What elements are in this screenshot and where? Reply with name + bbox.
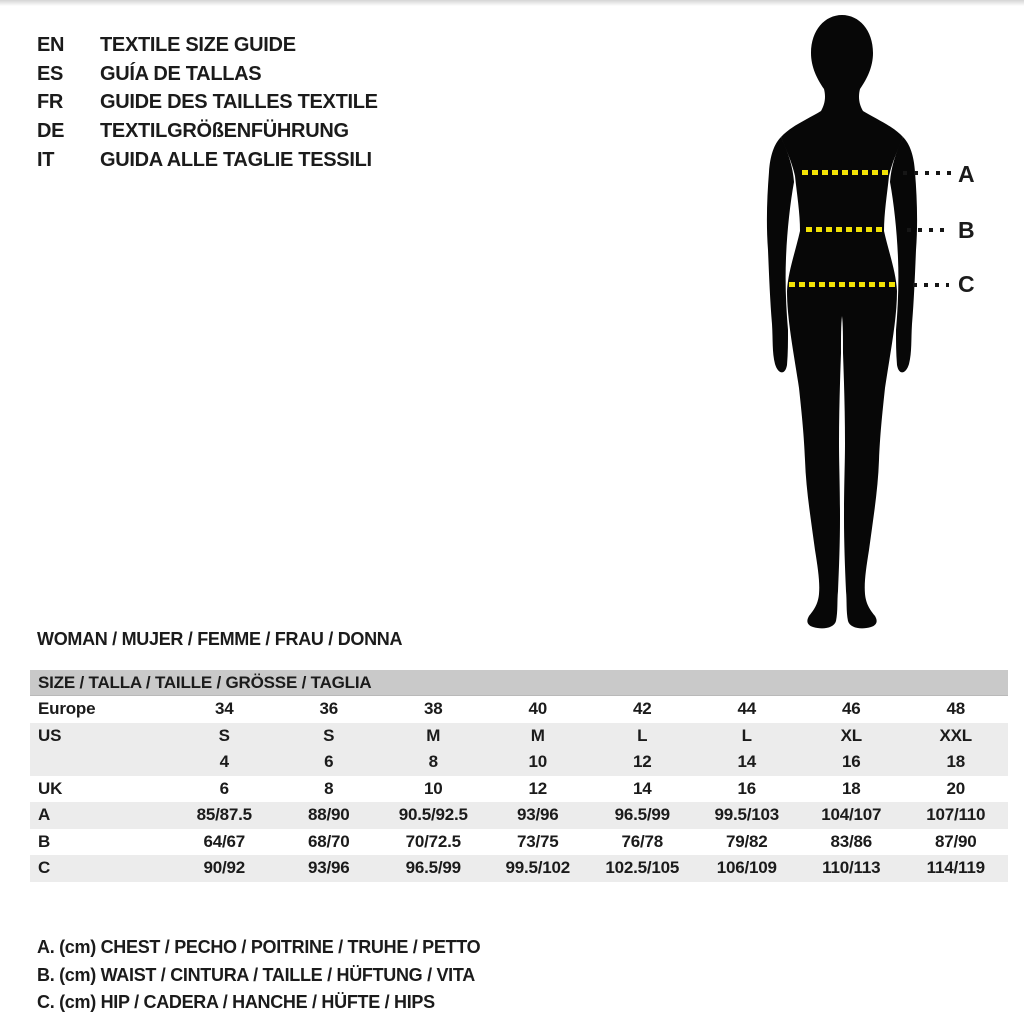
language-code: DE: [37, 120, 65, 143]
measure-line-a-icon: [802, 170, 890, 175]
size-cell: 73/75: [516, 831, 559, 851]
size-cell: 99.5/103: [714, 805, 780, 825]
size-cell: 18: [946, 752, 965, 772]
size-cell: 64/67: [203, 831, 246, 851]
measure-line-b-icon: [806, 227, 884, 232]
size-cell: 90/92: [203, 858, 246, 878]
language-list: [37, 31, 378, 175]
size-cell: 42: [632, 699, 652, 719]
language-row: [37, 117, 378, 146]
size-cell: 48: [946, 699, 965, 719]
size-cell: 36: [319, 699, 338, 719]
size-cell: 44: [737, 699, 756, 719]
legend-line: C. (cm) HIP / CADERA / HANCHE / HÜFTE / HIPS: [37, 992, 435, 1012]
legend-line: A. (cm) CHEST / PECHO / POITRINE / TRUHE / PETTO: [37, 937, 481, 957]
size-table-header: SIZE / TALLA / TAILLE / GRÖSSE / TAGLIA: [30, 670, 1008, 696]
table-row: [30, 776, 1008, 803]
row-label: C: [38, 858, 51, 878]
size-cell: XL: [840, 725, 862, 745]
size-cell: 38: [423, 699, 443, 719]
size-cell: 68/70: [307, 831, 350, 851]
size-cell: 107/110: [926, 805, 986, 825]
size-cell: 88/90: [307, 805, 350, 825]
language-label: TEXTILGRÖßENFÜHRUNG: [100, 120, 349, 143]
size-cell: 93/96: [516, 805, 559, 825]
size-cell: 90.5/92.5: [398, 805, 468, 825]
language-row: [37, 146, 378, 175]
size-cell: 40: [528, 699, 547, 719]
language-label: GUIDA ALLE TAGLIE TESSILI: [100, 149, 372, 172]
language-row: [37, 89, 378, 118]
size-cell: 87/90: [934, 831, 977, 851]
table-row: [30, 829, 1008, 856]
legend-line: B. (cm) WAIST / CINTURA / TAILLE / HÜFTUNG / VITA: [37, 964, 475, 985]
language-code: ES: [37, 62, 64, 85]
marker-letter-b: B: [958, 217, 975, 243]
leader-dots-b-icon: [907, 228, 948, 232]
language-label: GUIDE DES TAILLES TEXTILE: [100, 91, 378, 114]
top-edge-shadow: [0, 0, 1024, 6]
size-cell: 8: [324, 778, 334, 798]
table-title: WOMAN / MUJER / FEMME / FRAU / DONNA: [37, 629, 403, 649]
table-row: [30, 855, 1008, 882]
table-row: [30, 723, 1008, 750]
language-code: FR: [37, 91, 64, 114]
size-cell: 110/113: [822, 858, 881, 878]
size-cell: 10: [423, 778, 443, 798]
measure-line-c-icon: [789, 282, 895, 287]
row-label: A: [38, 805, 51, 825]
size-cell: 6: [324, 752, 334, 772]
size-cell: 93/96: [307, 858, 350, 878]
size-cell: S: [218, 725, 230, 745]
size-cell: 6: [219, 778, 229, 798]
language-code: IT: [37, 149, 55, 172]
size-cell: 20: [946, 778, 965, 798]
size-cell: 104/107: [821, 805, 882, 825]
size-cell: 34: [214, 699, 234, 719]
size-cell: XXL: [939, 725, 972, 745]
size-cell: 46: [841, 699, 861, 719]
language-label: GUÍA DE TALLAS: [100, 62, 262, 85]
table-row: [30, 696, 1008, 723]
size-cell: 96.5/99: [405, 858, 461, 878]
size-cell: 99.5/102: [505, 858, 571, 878]
size-cell: 10: [528, 752, 547, 772]
row-label: Europe: [38, 699, 96, 719]
language-label: TEXTILE SIZE GUIDE: [100, 33, 296, 56]
language-code: EN: [37, 33, 65, 56]
marker-letter-c: C: [958, 271, 975, 297]
size-cell: 106/109: [716, 858, 777, 878]
size-cell: 12: [632, 752, 652, 772]
size-cell: 14: [737, 752, 756, 772]
figure-area: [738, 12, 946, 632]
leader-dots-a-icon: [903, 171, 951, 175]
size-cell: 18: [841, 778, 861, 798]
size-cell: 79/82: [725, 831, 768, 851]
size-cell: M: [530, 725, 545, 745]
language-row: [37, 31, 378, 60]
size-table: [30, 670, 1008, 882]
size-cell: M: [426, 725, 441, 745]
size-cell: 12: [528, 778, 547, 798]
size-cell: L: [741, 725, 752, 745]
measurement-legend: [37, 934, 480, 1017]
size-cell: 76/78: [621, 831, 664, 851]
size-cell: 102.5/105: [605, 858, 680, 878]
size-cell: 8: [428, 752, 438, 772]
size-cell: L: [637, 725, 648, 745]
size-cell: 4: [219, 752, 229, 772]
table-row: [30, 802, 1008, 829]
woman-silhouette-icon: [738, 12, 946, 632]
size-cell: 16: [737, 778, 756, 798]
size-cell: 85/87.5: [196, 805, 252, 825]
leader-dots-c-icon: [913, 283, 949, 287]
table-row: [30, 749, 1008, 776]
size-cell: S: [323, 725, 335, 745]
row-label: B: [38, 831, 51, 851]
size-cell: 14: [632, 778, 652, 798]
size-cell: 96.5/99: [614, 805, 670, 825]
language-row: [37, 60, 378, 89]
marker-letter-a: A: [958, 161, 975, 187]
size-cell: 83/86: [830, 831, 873, 851]
size-cell: 114/119: [926, 858, 985, 878]
size-cell: 70/72.5: [405, 831, 461, 851]
size-cell: 16: [841, 752, 861, 772]
row-label: UK: [38, 778, 63, 798]
row-label: US: [38, 725, 62, 745]
